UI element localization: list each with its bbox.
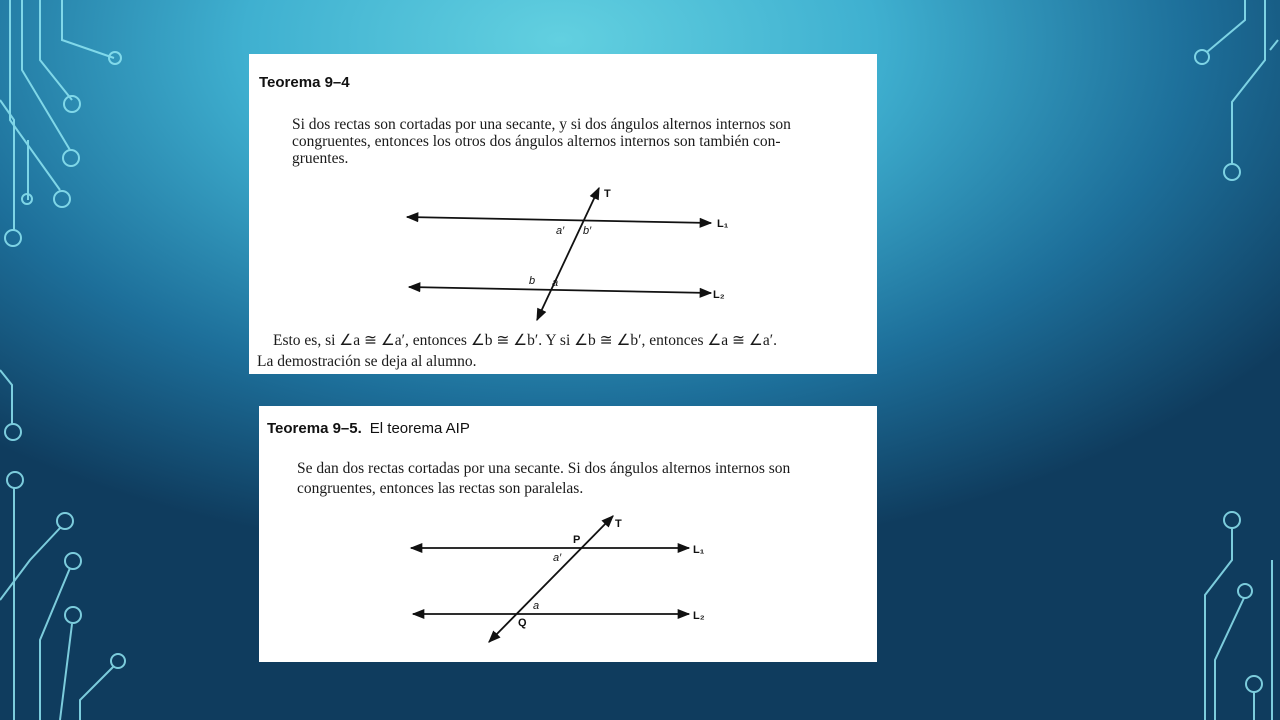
label-a: a [552, 277, 559, 289]
theorem-9-5-subtitle: El teorema AIP [369, 420, 470, 437]
theorem-9-4-closing-1: Esto es, si ∠a ≅ ∠a′, entonces ∠b ≅ ∠b′. Y si ∠b ≅ ∠b′, entonces ∠a ≅ ∠a′. [273, 332, 777, 349]
label-b: b [529, 275, 536, 287]
theorem-9-5-figure [259, 406, 877, 662]
label-a-prime: a′ [553, 552, 562, 564]
statement-line: Si dos rectas son cortadas por una secante, y si dos ángulos alternos internos son [292, 116, 791, 133]
label-l1: L₁ [693, 544, 705, 556]
theorem-9-4-figure [249, 54, 877, 374]
label-a: a [533, 600, 540, 612]
line-l1 [407, 217, 711, 223]
statement-line: congruentes, entonces los otros dos ángulos alternos internos son también con- [292, 133, 781, 150]
label-point-p: P [573, 534, 581, 546]
label-a-prime: a′ [556, 225, 565, 237]
label-t: T [615, 518, 622, 530]
statement-line: gruentes. [292, 150, 349, 167]
label-l2: L₂ [693, 610, 705, 622]
label-l1: L₁ [717, 218, 729, 230]
transversal-line [489, 516, 613, 642]
label-t: T [604, 188, 611, 200]
theorem-9-5-card [259, 406, 877, 662]
label-b-prime: b′ [583, 225, 592, 237]
theorem-9-4-card [249, 54, 877, 374]
theorem-9-5-number: Teorema 9–5. [267, 420, 362, 437]
line-l2 [409, 287, 711, 293]
label-point-q: Q [518, 617, 527, 629]
theorem-9-4-closing-2: La demostración se deja al alumno. [257, 353, 477, 370]
theorem-9-4-heading: Teorema 9–4 [259, 74, 350, 91]
label-l2: L₂ [713, 289, 725, 301]
transversal-line [537, 188, 599, 320]
statement-line: congruentes, entonces las rectas son paralelas. [297, 480, 584, 497]
statement-line: Se dan dos rectas cortadas por una secante. Si dos ángulos alternos internos son [297, 460, 791, 477]
